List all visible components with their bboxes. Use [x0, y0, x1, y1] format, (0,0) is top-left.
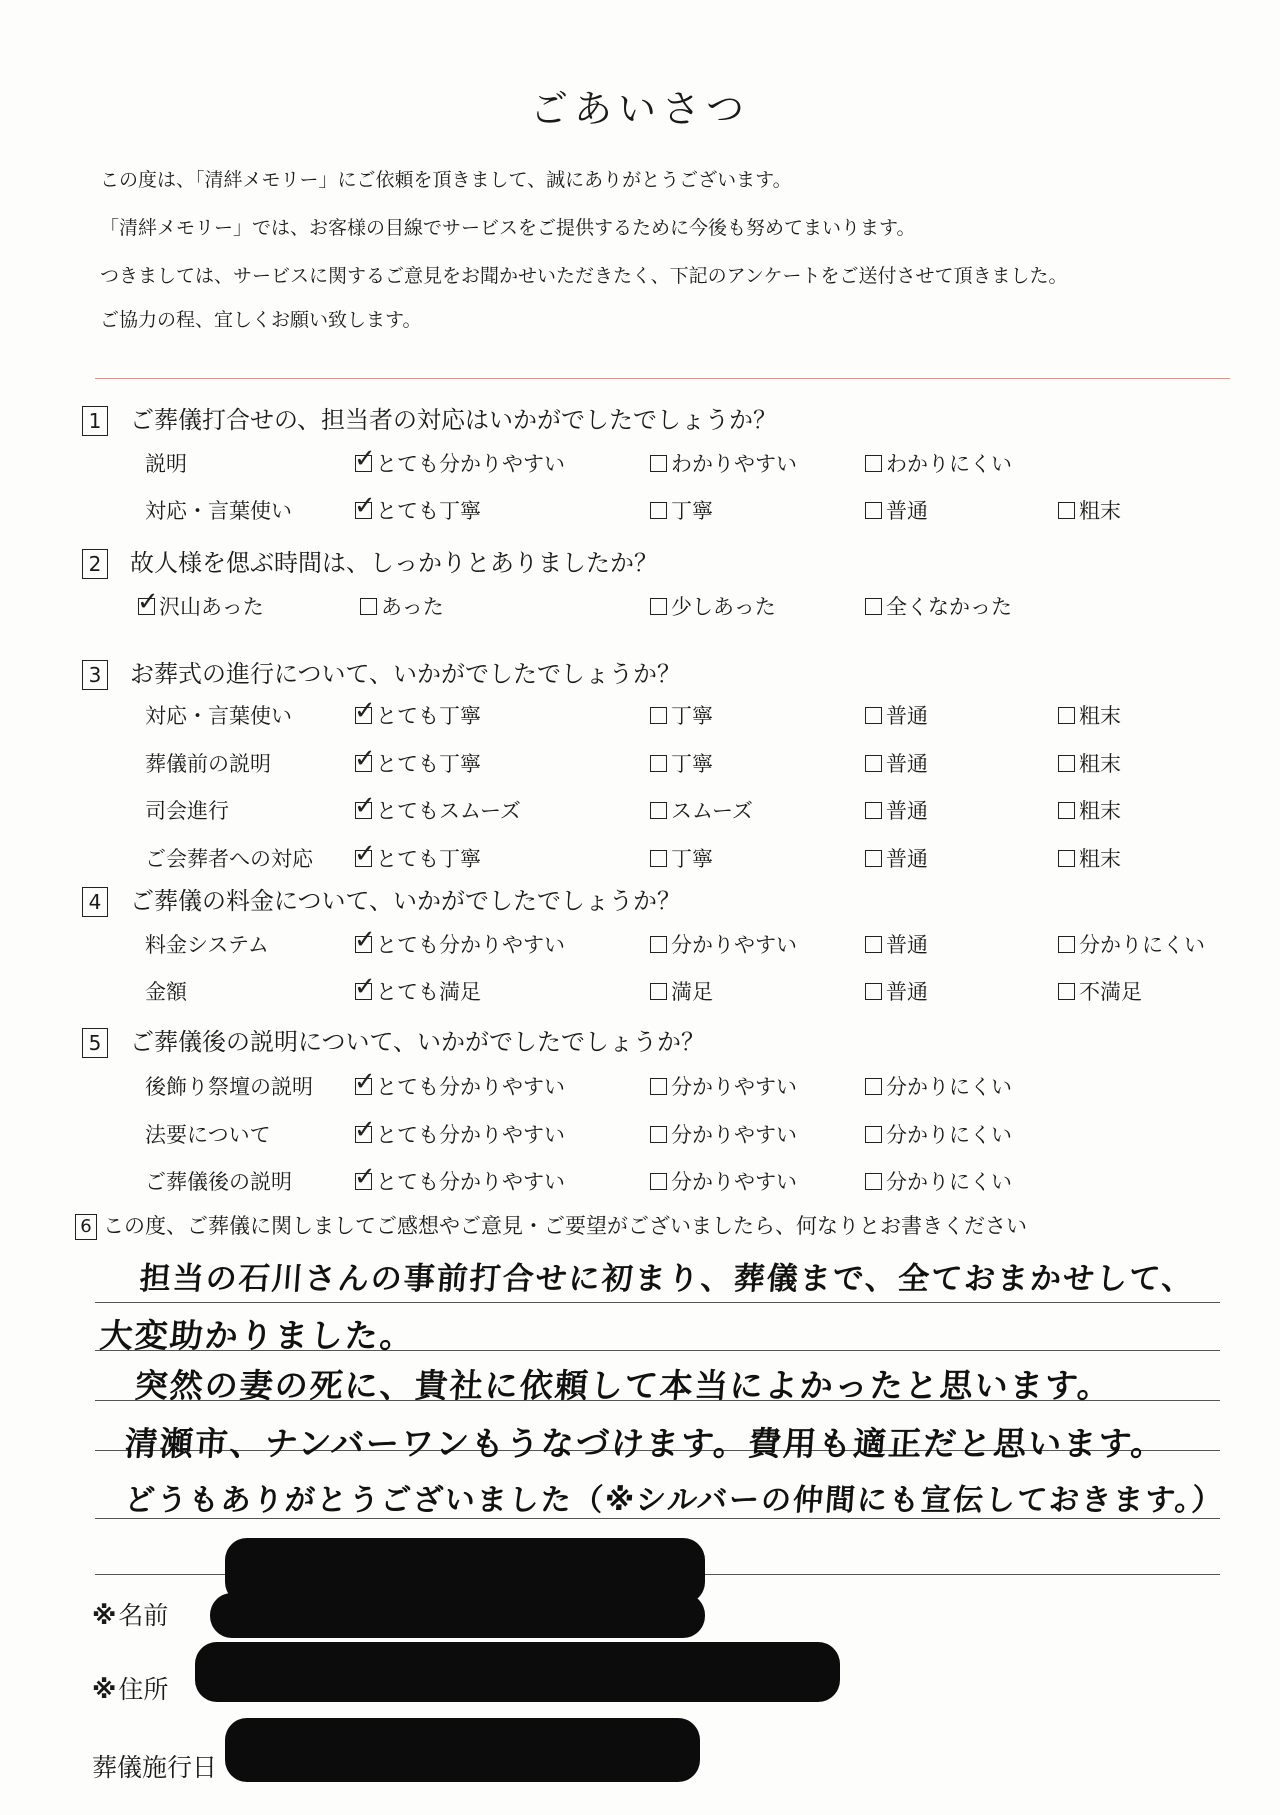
question-3 — [82, 654, 681, 690]
option-label: 全くなかった — [886, 595, 1012, 619]
checkbox[interactable] — [650, 1173, 667, 1190]
intro-line: ご協力の程、宜しくお願い致します。 — [100, 309, 422, 331]
redaction-bar — [210, 1593, 705, 1638]
row-label: ご会葬者への対応 — [145, 847, 313, 871]
checkmark-icon: ✓ — [354, 791, 376, 821]
row-label: 説明 — [145, 452, 187, 476]
question-text: ご葬儀打合せの、担当者の対応はいかがでしたでしょうか？ — [130, 406, 778, 434]
checkbox[interactable] — [1058, 936, 1075, 953]
checkbox[interactable] — [650, 502, 667, 519]
checkmark-icon: ✓ — [354, 1162, 376, 1192]
question-row — [0, 839, 1280, 873]
answer-option[interactable] — [354, 839, 481, 873]
option-label: とてもスムーズ — [376, 799, 521, 823]
intro-line: この度は、「清絆メモリー」にご依頼を頂きまして、誠にありがとうございます。 — [100, 169, 792, 191]
option-label: 分かりにくい — [886, 1170, 1012, 1194]
option-label: 丁寧 — [671, 847, 713, 871]
checkbox[interactable] — [865, 936, 882, 953]
checkbox[interactable] — [650, 850, 667, 867]
row-label: ご葬儀後の説明 — [145, 1170, 292, 1194]
option-label: とても分かりやすい — [376, 1123, 565, 1147]
answer-option[interactable] — [865, 843, 928, 873]
question-row — [0, 925, 1280, 959]
checkbox[interactable] — [360, 598, 377, 615]
answer-option[interactable] — [650, 795, 753, 825]
option-label: わかりにくい — [886, 452, 1012, 476]
checkbox[interactable] — [1058, 502, 1075, 519]
checkbox[interactable] — [1058, 983, 1075, 1000]
checked-checkbox[interactable] — [354, 1067, 376, 1097]
option-label: 普通 — [886, 799, 928, 823]
answer-option[interactable] — [650, 843, 713, 873]
option-label: わかりやすい — [671, 452, 797, 476]
checkbox[interactable] — [650, 1078, 667, 1095]
question-number: 1 — [82, 406, 108, 436]
checkmark-icon: ✓ — [354, 696, 376, 726]
checkmark-icon: ✓ — [354, 972, 376, 1002]
checked-checkbox[interactable] — [354, 491, 376, 521]
option-label: とても満足 — [376, 980, 481, 1004]
row-label: 対応・言葉使い — [145, 499, 292, 523]
option-label: とても丁寧 — [376, 499, 481, 523]
handwritten-comment: どうもありがとうございました（※シルバーの仲間にも宣伝しておきます。） — [123, 1483, 1225, 1518]
checked-checkbox[interactable] — [354, 839, 376, 869]
row-label: 金額 — [145, 980, 187, 1004]
option-label: 丁寧 — [671, 752, 713, 776]
answer-option[interactable] — [650, 1071, 797, 1101]
ruled-line — [95, 1302, 1220, 1303]
answer-option[interactable] — [354, 1162, 565, 1196]
section-divider — [95, 378, 1230, 379]
answer-option[interactable] — [865, 1166, 1012, 1196]
answer-option[interactable] — [354, 925, 565, 959]
checkbox[interactable] — [650, 598, 667, 615]
answer-option[interactable] — [1058, 748, 1121, 778]
option-label: とても丁寧 — [376, 847, 481, 871]
question-row — [0, 972, 1280, 1006]
option-label: スムーズ — [671, 799, 753, 823]
checked-checkbox[interactable] — [354, 1162, 376, 1192]
checkbox[interactable] — [650, 802, 667, 819]
checkmark-icon: ✓ — [354, 1115, 376, 1145]
question-text: 故人様を偲ぶ時間は、しっかりとありましたか？ — [130, 549, 658, 577]
option-label: 普通 — [886, 847, 928, 871]
option-label: あった — [381, 595, 444, 619]
option-label: 沢山あった — [159, 595, 264, 619]
answer-option[interactable] — [865, 976, 928, 1006]
answer-option[interactable] — [354, 972, 481, 1006]
redaction-bar — [195, 1642, 840, 1702]
checkbox[interactable] — [1058, 707, 1075, 724]
answer-option[interactable] — [650, 495, 713, 525]
row-label: 後飾り祭壇の説明 — [145, 1075, 313, 1099]
question-text: ご葬儀後の説明について、いかがでしたでしょうか？ — [130, 1028, 706, 1056]
answer-option[interactable] — [650, 1119, 797, 1149]
answer-option[interactable] — [865, 748, 928, 778]
question-number: 3 — [82, 660, 108, 690]
option-label: 分かりにくい — [886, 1075, 1012, 1099]
row-label: 料金システム — [145, 933, 269, 957]
checked-checkbox[interactable] — [354, 925, 376, 955]
option-label: 分かりやすい — [671, 1123, 797, 1147]
question-row — [0, 744, 1280, 778]
option-label: 不満足 — [1079, 980, 1142, 1004]
option-label: とても分かりやすい — [376, 1170, 565, 1194]
answer-option[interactable] — [1058, 495, 1121, 525]
checked-checkbox[interactable] — [354, 791, 376, 821]
answer-option[interactable] — [650, 448, 797, 478]
question-number: 6 — [75, 1214, 97, 1240]
address-label: ※住所 — [92, 1675, 169, 1704]
option-label: 粗末 — [1079, 847, 1121, 871]
option-label: 普通 — [886, 980, 928, 1004]
answer-option[interactable] — [650, 591, 776, 621]
answer-option[interactable] — [354, 791, 521, 825]
handwritten-mark: ※ — [92, 1675, 117, 1704]
handwritten-comment: 突然の妻の死に、貴社に依頼して本当によかったと思います。 — [133, 1366, 1114, 1405]
answer-option[interactable] — [354, 1067, 565, 1101]
option-label: 普通 — [886, 933, 928, 957]
answer-option[interactable] — [1058, 795, 1121, 825]
answer-option[interactable] — [865, 591, 1012, 621]
answer-option[interactable] — [1058, 700, 1121, 730]
handwritten-comment: 清瀬市、ナンバーワンもうなづけます。費用も適正だと思います。 — [123, 1424, 1167, 1463]
checkbox[interactable] — [1058, 850, 1075, 867]
question-row — [0, 1067, 1280, 1101]
answer-option[interactable] — [354, 696, 481, 730]
option-label: 粗末 — [1079, 799, 1121, 823]
answer-option[interactable] — [650, 929, 797, 959]
checkbox[interactable] — [1058, 802, 1075, 819]
row-label: 葬儀前の説明 — [145, 752, 271, 776]
option-label: 普通 — [886, 752, 928, 776]
answer-option[interactable] — [1058, 929, 1205, 959]
option-label: 分かりやすい — [671, 1170, 797, 1194]
option-label: 少しあった — [671, 595, 776, 619]
checked-checkbox[interactable] — [354, 972, 376, 1002]
redaction-bar — [225, 1718, 700, 1782]
answer-option[interactable] — [865, 495, 928, 525]
checked-checkbox[interactable] — [354, 1115, 376, 1145]
checkmark-icon: ✓ — [354, 839, 376, 869]
checkmark-icon: ✓ — [354, 491, 376, 521]
page-title: ごあいさつ — [529, 87, 750, 131]
checkbox[interactable] — [650, 707, 667, 724]
answer-option[interactable] — [865, 929, 928, 959]
checkbox[interactable] — [865, 1078, 882, 1095]
checkbox[interactable] — [650, 455, 667, 472]
checkbox[interactable] — [650, 983, 667, 1000]
checkbox[interactable] — [650, 936, 667, 953]
option-label: 粗末 — [1079, 499, 1121, 523]
question-text: ご葬儀の料金について、いかがでしたでしょうか？ — [130, 887, 682, 915]
question-5 — [82, 1022, 705, 1058]
checkbox[interactable] — [865, 983, 882, 1000]
option-label: 満足 — [671, 980, 713, 1004]
checkmark-icon: ✓ — [354, 1067, 376, 1097]
checkbox[interactable] — [865, 1126, 882, 1143]
question-4 — [82, 881, 681, 917]
answer-option[interactable] — [650, 700, 713, 730]
answer-option[interactable] — [360, 591, 444, 621]
question-text: この度、ご葬儀に関しましてご感想やご意見・ご要望がございましたら、何なりとお書きください — [103, 1214, 1027, 1238]
option-label: 丁寧 — [671, 704, 713, 728]
answer-option[interactable] — [354, 444, 565, 478]
checked-checkbox[interactable] — [137, 587, 159, 617]
handwritten-comment: 担当の石川さんの事前打合せに初まり、葬儀まで、全ておまかせして、 — [138, 1261, 1196, 1297]
answer-option[interactable] — [1058, 976, 1142, 1006]
row-label: 司会進行 — [145, 799, 229, 823]
checkbox[interactable] — [865, 598, 882, 615]
question-row — [0, 1162, 1280, 1196]
answer-option[interactable] — [650, 748, 713, 778]
checkbox[interactable] — [865, 502, 882, 519]
answer-option[interactable] — [650, 1166, 797, 1196]
option-label: とても丁寧 — [376, 704, 481, 728]
answer-option[interactable] — [865, 448, 1012, 478]
checked-checkbox[interactable] — [354, 744, 376, 774]
option-label: とても分かりやすい — [376, 933, 565, 957]
answer-option[interactable] — [354, 491, 481, 525]
option-label: 粗末 — [1079, 752, 1121, 776]
name-label: ※名前 — [92, 1601, 169, 1630]
answer-option[interactable] — [650, 976, 713, 1006]
question-row — [0, 791, 1280, 825]
answer-option[interactable] — [865, 1119, 1012, 1149]
question-row — [0, 1115, 1280, 1149]
option-label: 普通 — [886, 704, 928, 728]
option-label: 分かりにくい — [1079, 933, 1205, 957]
date-label: 葬儀施行日 — [92, 1753, 218, 1782]
answer-option[interactable] — [865, 795, 928, 825]
option-label: 普通 — [886, 499, 928, 523]
row-label: 対応・言葉使い — [145, 704, 292, 728]
checkmark-icon: ✓ — [137, 587, 159, 617]
checked-checkbox[interactable] — [354, 696, 376, 726]
checkbox[interactable] — [865, 850, 882, 867]
question-number: 5 — [82, 1028, 108, 1058]
option-label: とても丁寧 — [376, 752, 481, 776]
question-6 — [75, 1210, 1027, 1240]
question-row — [0, 491, 1280, 525]
option-label: とても分かりやすい — [376, 1075, 565, 1099]
question-row — [0, 696, 1280, 730]
checked-checkbox[interactable] — [354, 444, 376, 474]
answer-option[interactable] — [354, 744, 481, 778]
option-label: 分かりやすい — [671, 933, 797, 957]
option-label: とても分かりやすい — [376, 452, 565, 476]
checkbox[interactable] — [865, 455, 882, 472]
option-label: 粗末 — [1079, 704, 1121, 728]
intro-line: 「清絆メモリー」では、お客様の目線でサービスをご提供するために今後も努めてまいります。 — [100, 217, 916, 239]
checkbox[interactable] — [865, 1173, 882, 1190]
intro-line: つきましては、サービスに関するご意見をお聞かせいただきたく、下記のアンケートをご送付させて頂きました。 — [100, 265, 1068, 287]
answer-option[interactable] — [354, 1115, 565, 1149]
checkbox[interactable] — [865, 802, 882, 819]
checkbox[interactable] — [650, 755, 667, 772]
checkbox[interactable] — [865, 755, 882, 772]
question-row — [0, 444, 1280, 478]
checkmark-icon: ✓ — [354, 925, 376, 955]
handwritten-mark: ※ — [92, 1601, 117, 1630]
checkmark-icon: ✓ — [354, 444, 376, 474]
question-2 — [82, 543, 658, 579]
question-row — [0, 587, 1280, 621]
checkbox[interactable] — [650, 1126, 667, 1143]
answer-option[interactable] — [865, 1071, 1012, 1101]
checkbox[interactable] — [865, 707, 882, 724]
checkbox[interactable] — [1058, 755, 1075, 772]
row-label: 法要について — [145, 1123, 271, 1147]
answer-option[interactable] — [865, 700, 928, 730]
handwritten-comment: 大変助かりました。 — [98, 1316, 417, 1355]
question-number: 4 — [82, 887, 108, 917]
question-text: お葬式の進行について、いかがでしたでしょうか？ — [130, 660, 682, 688]
answer-option[interactable] — [137, 587, 264, 621]
question-1 — [82, 400, 777, 436]
option-label: 丁寧 — [671, 499, 713, 523]
answer-option[interactable] — [1058, 843, 1121, 873]
question-number: 2 — [82, 549, 108, 579]
option-label: 分かりやすい — [671, 1075, 797, 1099]
option-label: 分かりにくい — [886, 1123, 1012, 1147]
checkmark-icon: ✓ — [354, 744, 376, 774]
